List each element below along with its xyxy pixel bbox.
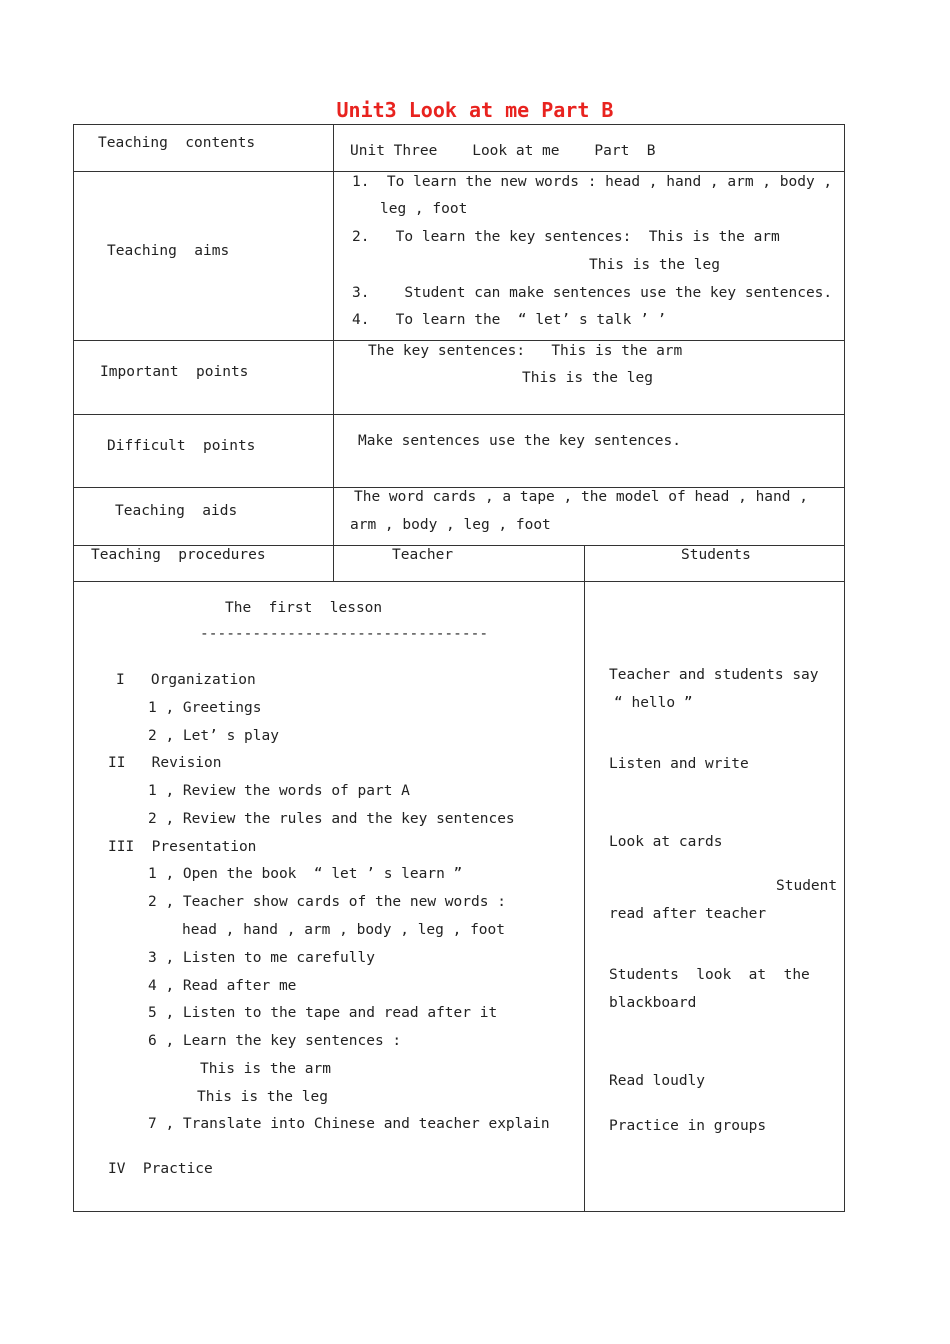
aims-line: 2. To learn the key sentences: This is the arm: [352, 229, 780, 245]
lesson-line: 2 , Let’ s play: [148, 728, 279, 744]
lesson-line: 4 , Read after me: [148, 978, 297, 994]
lesson-line: IV Practice: [108, 1161, 213, 1177]
students-line: blackboard: [609, 995, 697, 1011]
important-label: Important points: [100, 364, 249, 380]
lesson-divider: ---------------------------------: [200, 626, 489, 642]
aids-line: The word cards , a tape , the model of head , hand ,: [354, 489, 808, 505]
students-header: Students: [681, 547, 751, 563]
contents-label: Teaching contents: [98, 135, 256, 151]
lesson-line: 2 , Teacher show cards of the new words :: [148, 894, 506, 910]
teacher-header: Teacher: [392, 547, 454, 563]
lesson-line: 3 , Listen to me carefully: [148, 950, 375, 966]
students-line: read after teacher: [609, 906, 767, 922]
lesson-heading: The first lesson: [225, 600, 383, 616]
contents-value: Unit Three Look at me Part B: [350, 143, 656, 159]
lesson-line: 7 , Translate into Chinese and teacher explain: [148, 1116, 550, 1132]
students-line: Student: [776, 878, 838, 894]
important-line: This is the leg: [522, 370, 653, 386]
lesson-line: 2 , Review the rules and the key sentences: [148, 811, 515, 827]
lesson-line: 1 , Open the book “ let ’ s learn ”: [148, 866, 463, 882]
lesson-line: This is the leg: [197, 1089, 328, 1105]
aims-line: This is the leg: [589, 257, 720, 273]
students-line: Teacher and students say: [609, 667, 819, 683]
students-line: Students look at the: [609, 967, 810, 983]
aims-line: 1. To learn the new words : head , hand , arm , body ,: [352, 174, 833, 190]
aims-line: 4. To learn the “ let’ s talk ’ ’: [352, 312, 667, 328]
lesson-line: II Revision: [108, 755, 222, 771]
students-line: Practice in groups: [609, 1118, 767, 1134]
aims-line: leg , foot: [380, 201, 468, 217]
students-line: “ hello ”: [614, 695, 693, 711]
lesson-line: 6 , Learn the key sentences :: [148, 1033, 402, 1049]
procedures-header: Teaching procedures: [91, 547, 266, 563]
important-line: The key sentences: This is the arm: [368, 343, 683, 359]
aims-line: 3. Student can make sentences use the key sentences.: [352, 285, 833, 301]
difficult-label: Difficult points: [107, 438, 256, 454]
aids-label: Teaching aids: [115, 503, 238, 519]
lesson-line: III Presentation: [108, 839, 257, 855]
aids-line: arm , body , leg , foot: [350, 517, 551, 533]
students-line: Look at cards: [609, 834, 723, 850]
lesson-line: This is the arm: [200, 1061, 331, 1077]
difficult-value: Make sentences use the key sentences.: [358, 433, 682, 449]
lesson-line: I Organization: [116, 672, 256, 688]
lesson-line: head , hand , arm , body , leg , foot: [182, 922, 506, 938]
lesson-line: 1 , Review the words of part A: [148, 783, 410, 799]
lesson-line: 1 , Greetings: [148, 700, 262, 716]
students-line: Read loudly: [609, 1073, 706, 1089]
students-line: Listen and write: [609, 756, 749, 772]
lesson-line: 5 , Listen to the tape and read after it: [148, 1005, 498, 1021]
aims-label: Teaching aims: [107, 243, 230, 259]
page-title: Unit3 Look at me Part B: [336, 98, 614, 122]
